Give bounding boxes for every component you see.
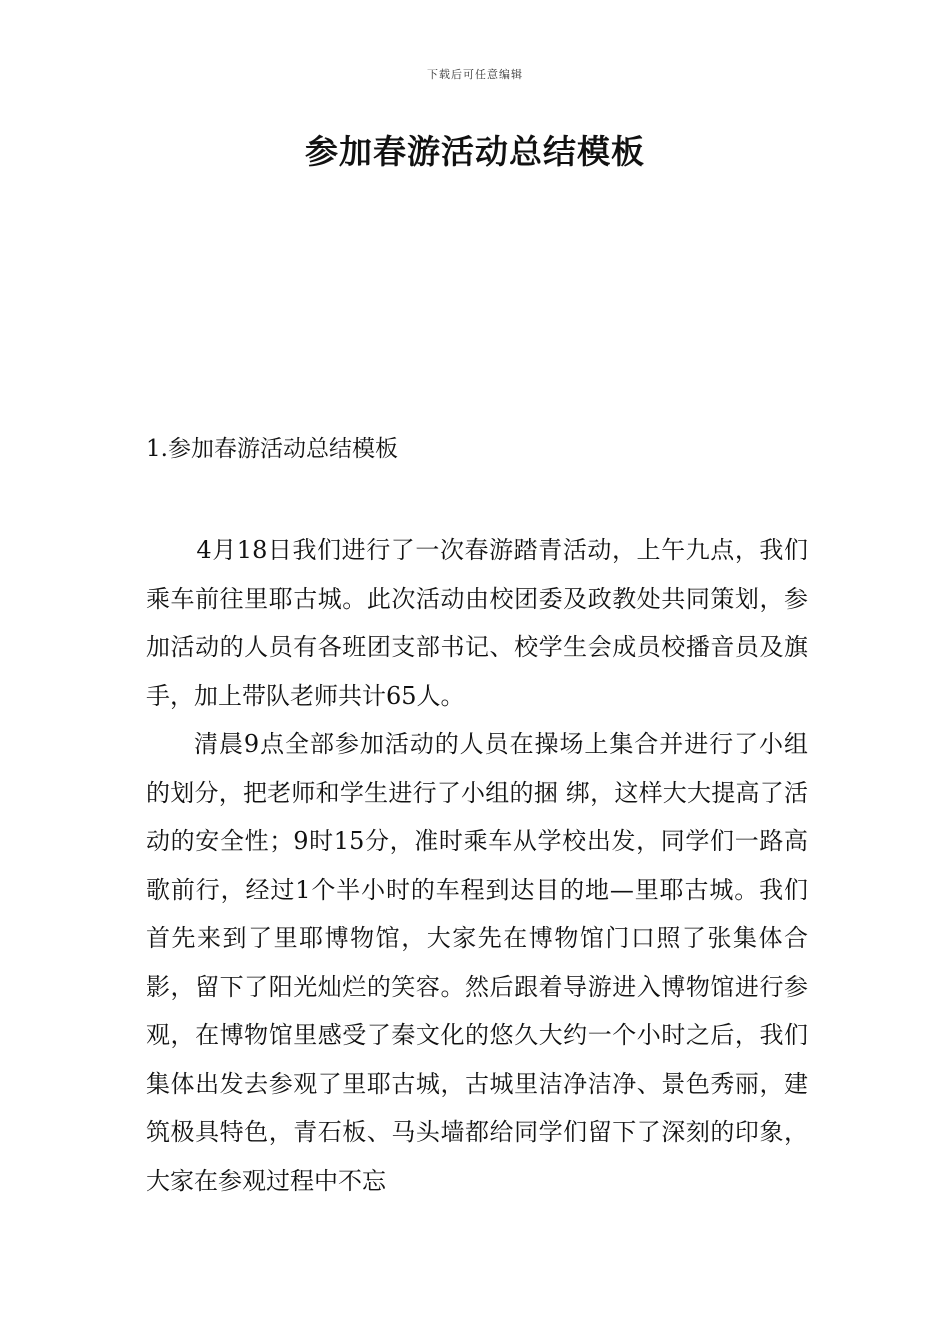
body-text bbox=[146, 526, 808, 1205]
paragraph-1: 4月18日我们进行了一次春游踏青活动，上午九点，我们乘车前往里耶古城。此次活动由校团委及政教处共同策划，参加活动的人员有各班团支部书记、校学生会成员校播音员及旗手，加上带队老师共计65人。 bbox=[146, 536, 808, 710]
header-note: 下载后可任意编辑 bbox=[427, 68, 523, 81]
document-title: 参加春游活动总结模板 bbox=[305, 132, 645, 171]
section-heading: 1.参加春游活动总结模板 bbox=[146, 436, 398, 462]
paragraph-2: 清晨9点全部参加活动的人员在操场上集合并进行了小组的划分，把老师和学生进行了小组的捆 绑，这样大大提高了活动的安全性；9时15分，准时乘车从学校出发，同学们一路高歌前行，经过1个半小时的车程到达目的地—里耶古城。我们首先来到了里耶博物馆，大家先在博物馆门口照了张集体合影，留下了阳光灿烂的笑容。然后跟着导游进入博物馆进行参观，在博物馆里感受了秦文化的悠久大约一个小时之后，我们集体出发去参观了里耶古城，古城里洁净洁净、景色秀丽，建筑极具特色，青石板、马头墙都给同学们留下了深刻的印象，大家在参观过程中不忘 bbox=[146, 730, 808, 1195]
